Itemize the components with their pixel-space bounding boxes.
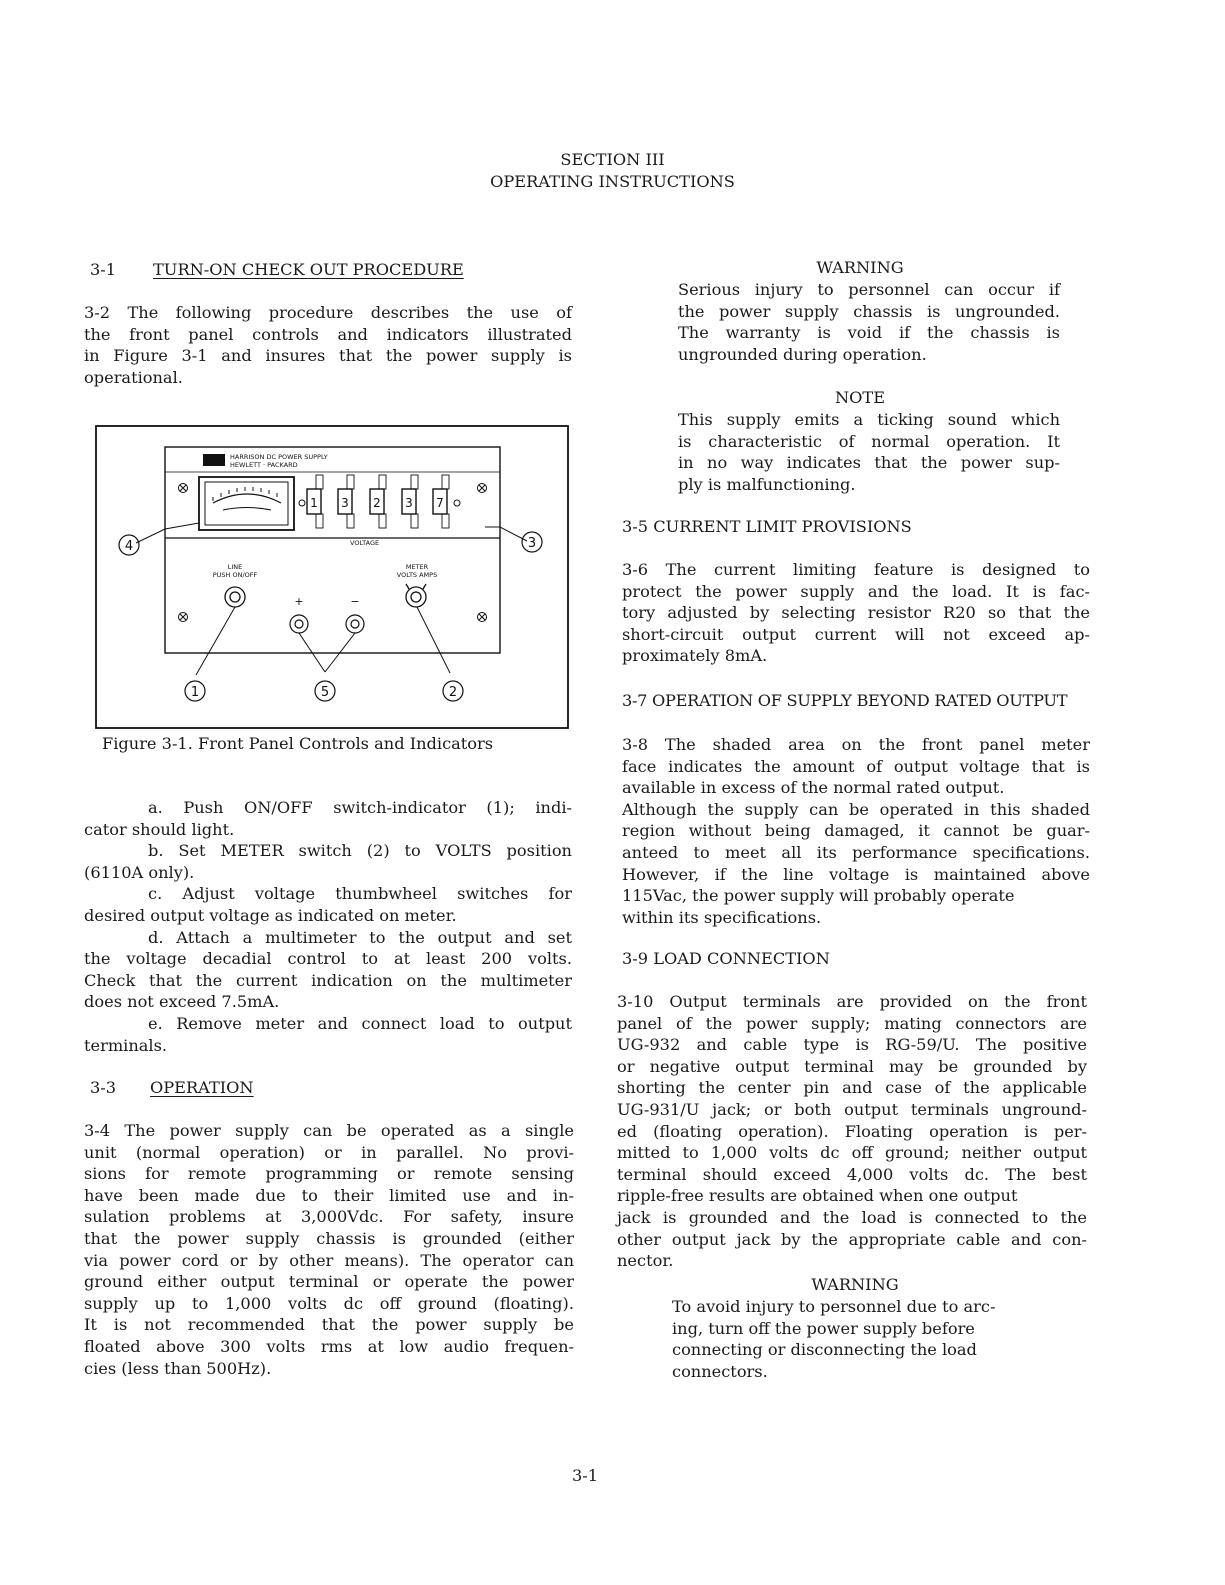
- heading-3-5: 3-5 CURRENT LIMIT PROVISIONS: [622, 517, 912, 536]
- text-line: sions for remote programming or remote sensing: [84, 1164, 574, 1184]
- text-line: within its specifications.: [622, 907, 822, 927]
- paragraph-3-2: [84, 302, 572, 388]
- line-label-2: PUSH ON/OFF: [212, 571, 258, 579]
- text-line: region without being damaged, it cannot be guar-: [622, 821, 1090, 841]
- step-d: d. Attach a multimeter to the output and set: [148, 927, 572, 947]
- thumbwheel-5[interactable]: [433, 475, 449, 528]
- procedure-steps: [84, 797, 572, 1056]
- text-line: UG-932 and cable type is RG-59/U. The positive: [617, 1035, 1087, 1055]
- callout-3: [522, 532, 542, 552]
- meter-outer: [199, 477, 294, 530]
- text-line: It is not recommended that the power supply be: [84, 1315, 574, 1335]
- thumbwheel-2[interactable]: [338, 475, 354, 528]
- text-line: the power supply chassis is ungrounded.: [678, 301, 1060, 321]
- text-line: short-circuit output current will not exceed ap-: [622, 624, 1090, 644]
- text-line: This supply emits a ticking sound which: [678, 410, 1060, 429]
- text-line: floated above 300 volts rms at low audio frequen-: [84, 1336, 574, 1356]
- thumbwheel-digit-1: 1: [310, 496, 318, 510]
- text-line: supply up to 1,000 volts dc off ground (floating).: [84, 1293, 574, 1313]
- text-line: (6110A only).: [84, 862, 195, 882]
- thumbwheel-digit-2: 3: [341, 496, 349, 510]
- svg-text:3: 3: [527, 536, 537, 551]
- note-text: [678, 409, 1060, 495]
- thumbwheel-3[interactable]: [370, 475, 386, 528]
- svg-text:4: 4: [124, 539, 134, 554]
- text-line: the voltage decadial control to at least 200 volts.: [84, 949, 572, 969]
- plus-label: +: [294, 595, 304, 608]
- figure-frame: [96, 426, 568, 728]
- text-line: shorting the center pin and case of the applicable: [617, 1078, 1087, 1098]
- svg-text:1: 1: [190, 685, 200, 700]
- text-line: mitted to 1,000 volts dc off ground; neither output: [617, 1143, 1087, 1163]
- callout-leaders: [136, 523, 527, 675]
- thumbwheel-digit-3: 2: [373, 496, 381, 510]
- warning-title-2: WARNING: [811, 1275, 899, 1294]
- svg-text:5: 5: [320, 685, 330, 700]
- text-line: 3-8 The shaded area on the front panel meter: [622, 735, 1090, 754]
- text-line: 3-6 The current limiting feature is designed to: [622, 560, 1090, 579]
- callout-1: [185, 681, 205, 701]
- text-line: ground either output terminal or operate the power: [84, 1272, 574, 1292]
- warning-text-2: [672, 1296, 1027, 1382]
- text-line: unit (normal operation) or in parallel. No provi-: [84, 1142, 574, 1162]
- figure-caption: Figure 3-1. Front Panel Controls and Indicators: [102, 734, 494, 753]
- text-line: anteed to meet all its performance specifications.: [622, 842, 1090, 862]
- text-line: connecting or disconnecting the load: [672, 1340, 977, 1360]
- svg-text:2: 2: [448, 685, 458, 700]
- text-line: have been made due to their limited use and in-: [84, 1185, 574, 1205]
- page-number: 3-1: [571, 1466, 599, 1485]
- negative-output-terminal[interactable]: [346, 615, 364, 633]
- callout-4: [119, 535, 139, 555]
- paragraph-3-8: [622, 734, 1090, 928]
- text-line: To avoid injury to personnel due to arc-: [672, 1297, 996, 1316]
- text-line: ed (floating operation). Floating operation is per-: [617, 1121, 1087, 1141]
- brand-line-2: HEWLETT · PACKARD: [230, 461, 298, 469]
- text-line: nector.: [617, 1251, 674, 1271]
- text-line: ply is malfunctioning.: [678, 474, 856, 494]
- text-line: Although the supply can be operated in this shaded: [622, 799, 1090, 819]
- heading-3-3-number: 3-3: [90, 1078, 117, 1097]
- text-line: in no way indicates that the power sup-: [678, 453, 1060, 473]
- minus-label: −: [350, 595, 360, 608]
- thumbwheel-digit-5: 7: [436, 496, 444, 510]
- text-line: 3-4 The power supply can be operated as a single: [84, 1121, 574, 1140]
- text-line: desired output voltage as indicated on meter.: [84, 905, 457, 925]
- text-line: proximately 8mA.: [622, 646, 768, 666]
- section-title: OPERATING INSTRUCTIONS: [490, 172, 735, 191]
- meter-arc-inner: [223, 508, 271, 511]
- meter-face: [205, 482, 288, 525]
- text-line: via power cord or by other means). The operator can: [84, 1250, 574, 1270]
- text-line: panel of the power supply; mating connectors are: [617, 1013, 1087, 1033]
- meter-label-2: VOLTS AMPS: [396, 571, 438, 579]
- thumbwheel-1[interactable]: [307, 475, 323, 528]
- callout-5: [315, 681, 335, 701]
- section-heading: SECTION III: [560, 150, 665, 169]
- text-line: Serious injury to personnel can occur if: [678, 280, 1060, 299]
- text-line: Check that the current indication on the multimeter: [84, 970, 572, 990]
- heading-3-3-title: OPERATION: [150, 1078, 254, 1097]
- text-line: other output jack by the appropriate cable and con-: [617, 1229, 1087, 1249]
- text-line: cator should light.: [84, 819, 235, 839]
- paragraph-3-6: [622, 559, 1090, 667]
- line-switch-knob[interactable]: [225, 587, 245, 607]
- hp-logo-icon: [203, 454, 225, 466]
- text-line: available in excess of the normal rated output.: [622, 778, 1005, 798]
- text-line: that the power supply chassis is grounded (either: [84, 1228, 574, 1248]
- meter-switch-knob[interactable]: [406, 584, 426, 607]
- text-line: 3-2 The following procedure describes the use of: [84, 303, 572, 322]
- text-line: protect the power supply and the load. It is fac-: [622, 581, 1090, 601]
- step-b: b. Set METER switch (2) to VOLTS position: [148, 841, 572, 861]
- heading-3-9: 3-9 LOAD CONNECTION: [622, 949, 830, 968]
- heading-3-1-title: TURN-ON CHECK OUT PROCEDURE: [153, 260, 464, 279]
- line-label-1: LINE: [227, 563, 243, 571]
- text-line: terminal should exceed 4,000 volts dc. The best: [617, 1164, 1087, 1184]
- note-title: NOTE: [834, 388, 886, 407]
- warning-title: WARNING: [816, 258, 904, 277]
- text-line: connectors.: [672, 1361, 768, 1381]
- text-line: operational.: [84, 367, 183, 387]
- text-line: ing, turn off the power supply before: [672, 1318, 975, 1338]
- text-line: sulation problems at 3,000Vdc. For safety, insure: [84, 1207, 574, 1227]
- text-line: the front panel controls and indicators illustrated: [84, 324, 572, 344]
- step-e: e. Remove meter and connect load to output: [148, 1013, 572, 1033]
- text-line: face indicates the amount of output voltage that is: [622, 756, 1090, 776]
- paragraph-3-10: [617, 991, 1087, 1272]
- step-c: c. Adjust voltage thumbwheel switches for: [148, 884, 572, 904]
- text-line: ungrounded during operation.: [678, 344, 927, 364]
- positive-output-terminal[interactable]: [290, 615, 308, 633]
- brand-line-1: HARRISON DC POWER SUPPLY: [230, 453, 328, 461]
- paragraph-3-4: [84, 1120, 574, 1379]
- callout-2: [443, 681, 463, 701]
- heading-3-1-number: 3-1: [90, 260, 117, 279]
- text-line: tory adjusted by selecting resistor R20 so that the: [622, 603, 1090, 623]
- text-line: UG-931/U jack; or both output terminals unground-: [617, 1099, 1087, 1119]
- step-a: a. Push ON/OFF switch-indicator (1); indi-: [148, 798, 572, 817]
- thumbwheel-digit-4: 3: [405, 496, 413, 510]
- text-line: in Figure 3-1 and insures that the power supply is: [84, 346, 572, 366]
- text-line: ripple-free results are obtained when one output: [617, 1186, 1018, 1206]
- text-line: 3-10 Output terminals are provided on the front: [617, 992, 1087, 1011]
- text-line: 115Vac, the power supply will probably operate: [622, 886, 1015, 906]
- text-line: However, if the line voltage is maintained above: [622, 864, 1090, 884]
- text-line: is characteristic of normal operation. It: [678, 431, 1060, 451]
- text-line: terminals.: [84, 1035, 168, 1055]
- text-line: cies (less than 500Hz).: [84, 1358, 272, 1378]
- meter-label-1: METER: [405, 563, 429, 571]
- thumbwheel-switches[interactable]: [307, 475, 449, 528]
- warning-text: [678, 279, 1060, 365]
- heading-3-7: 3-7 OPERATION OF SUPPLY BEYOND RATED OUTPUT: [622, 691, 1068, 710]
- voltage-label: VOLTAGE: [350, 539, 380, 547]
- text-line: or negative output terminal may be grounded by: [617, 1056, 1087, 1076]
- text-line: does not exceed 7.5mA.: [84, 992, 280, 1012]
- thumbwheel-4[interactable]: [402, 475, 418, 528]
- front-panel-figure: [95, 425, 569, 729]
- meter-scale: [213, 494, 281, 503]
- text-line: The warranty is void if the chassis is: [678, 323, 1060, 343]
- text-line: jack is grounded and the load is connected to the: [617, 1207, 1087, 1227]
